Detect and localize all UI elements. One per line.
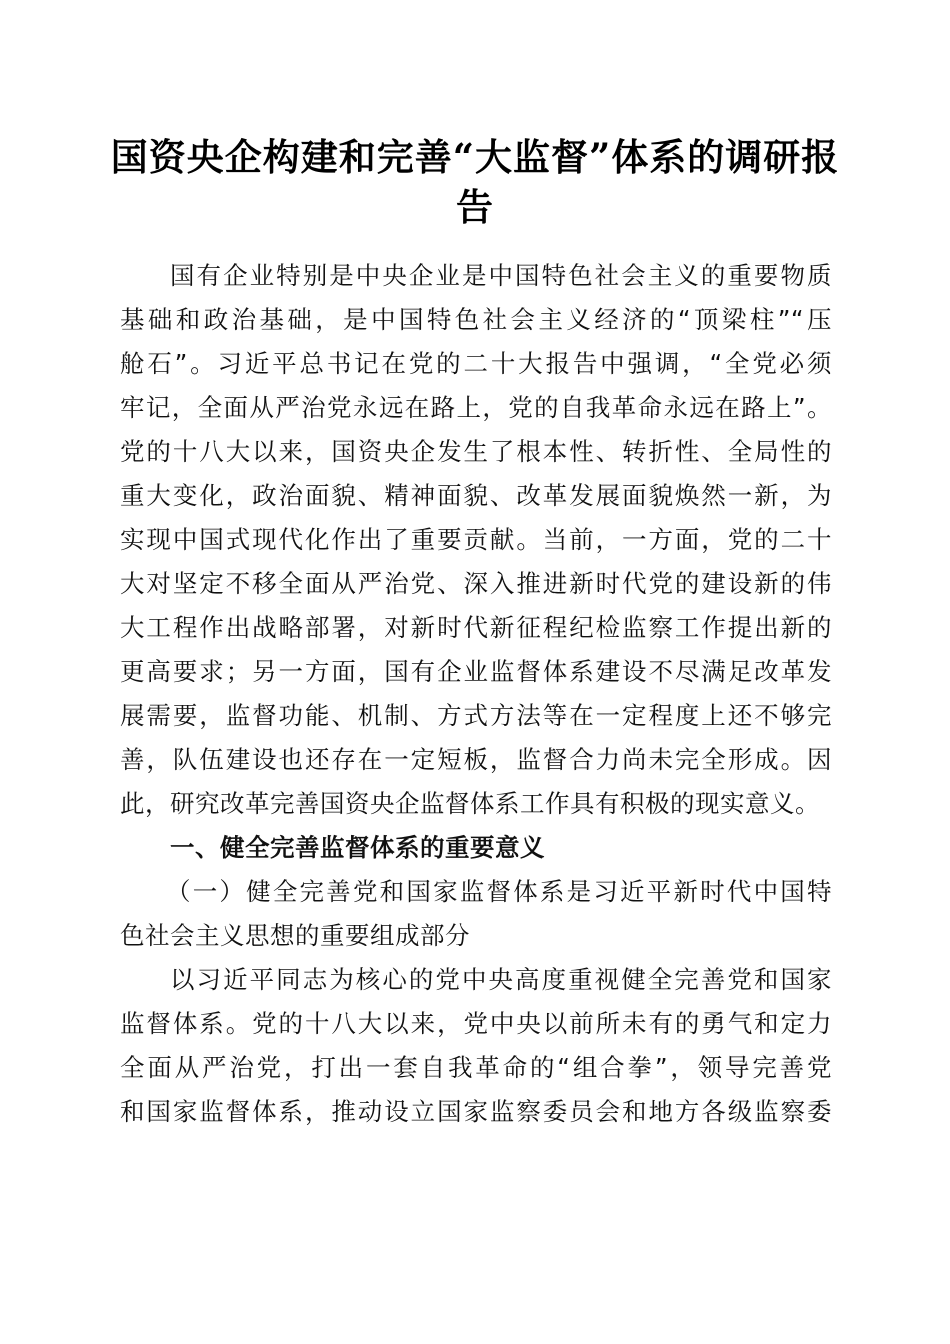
text-line: 国有企业特别是中央企业是中国特色社会主义的重要物质 <box>170 261 832 290</box>
text-line: 和国家监督体系，推动设立国家监察委员会和地方各级监察委 <box>120 1097 832 1126</box>
paragraph-body <box>120 958 832 1134</box>
title-line: 告 <box>456 185 494 229</box>
text-line: （一）健全完善党和国家监督体系是习近平新时代中国特 <box>166 877 832 906</box>
text-line: 更高要求；另一方面，国有企业监督体系建设不尽满足改革发 <box>120 657 832 686</box>
section-heading: 一、健全完善监督体系的重要意义 <box>170 833 545 862</box>
text-line: 全面从严治党，打出一套自我革命的“组合拳”，领导完善党 <box>120 1053 832 1082</box>
title-line: 国资央企构建和完善“大监督”体系的调研报 <box>110 135 840 179</box>
paragraph-intro <box>120 254 832 826</box>
text-line: 基础和政治基础，是中国特色社会主义经济的“顶梁柱”“压 <box>120 305 832 334</box>
text-line: 以习近平同志为核心的党中央高度重视健全完善党和国家 <box>170 965 832 994</box>
text-line: 此，研究改革完善国资央企监督体系工作具有积极的现实意义。 <box>120 789 820 818</box>
document-body <box>120 254 832 1134</box>
text-line: 舱石”。习近平总书记在党的二十大报告中强调，“全党必须 <box>120 349 832 378</box>
text-line: 牢记，全面从严治党永远在路上，党的自我革命永远在路上”。 <box>120 393 832 422</box>
text-line: 展需要，监督功能、机制、方式方法等在一定程度上还不够完 <box>120 701 832 730</box>
text-line: 重大变化，政治面貌、精神面貌、改革发展面貌焕然一新，为 <box>120 481 832 510</box>
text-line: 监督体系。党的十八大以来，党中央以前所未有的勇气和定力 <box>120 1009 832 1038</box>
text-line: 善，队伍建设也还存在一定短板，监督合力尚未完全形成。因 <box>120 745 832 774</box>
subsection-heading <box>120 870 832 958</box>
text-line: 实现中国式现代化作出了重要贡献。当前，一方面，党的二十 <box>120 525 832 554</box>
text-line: 党的十八大以来，国资央企发生了根本性、转折性、全局性的 <box>120 437 832 466</box>
text-line: 大工程作出战略部署，对新时代新征程纪检监察工作提出新的 <box>120 613 832 642</box>
text-line: 大对坚定不移全面从严治党、深入推进新时代党的建设新的伟 <box>120 569 832 598</box>
text-line: 色社会主义思想的重要组成部分 <box>120 921 470 950</box>
document-title <box>100 132 850 232</box>
